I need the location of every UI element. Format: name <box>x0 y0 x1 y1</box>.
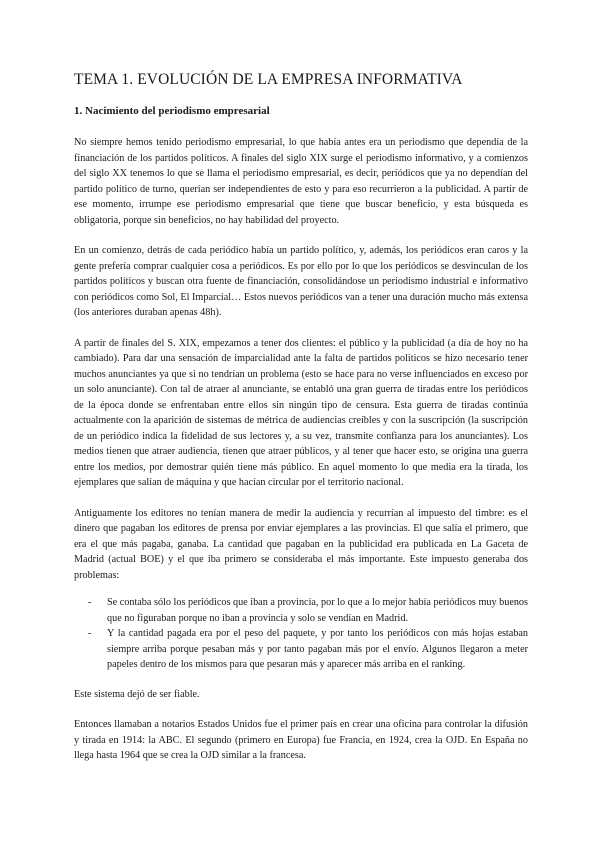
paragraph: Antiguamente los editores no tenían manera de medir la audiencia y recurrían al impuesto del timbre: es el dinero que pagaban los editores de prensa por enviar ejemplares a las provincias. El que salía el primero, que era el que más pagaba, ganaba. La cantidad que pagaban en la publicidad era publicada en La Gaceta de Madrid (actual BOE) y el que iba primero se consideraba el más importante. Este impuesto generaba dos problemas: <box>74 507 528 581</box>
paragraph: No siempre hemos tenido periodismo empresarial, lo que había antes era un periodismo que dependía de la financiación de los partidos políticos. A finales del siglo XIX surge el periodismo informativo, y a comienzos del siglo XX tenemos lo que se llama el periodismo empresarial, es decir, periódicos que ya no dependían del partido político de turno, querían ser independientes de esto y para eso recurrieron a la publicidad. A partir de ese momento, irrumpe ese periodismo empresarial que tiene que buscar beneficio, y esta búsqueda es obligatoria, porque sin beneficios, no hay habilidad del proyecto. <box>74 137 528 226</box>
bullet-marker: - <box>88 597 92 608</box>
document-page <box>74 70 528 779</box>
section-heading: 1. Nacimiento del periodismo empresarial <box>74 105 270 117</box>
bullet-item <box>74 626 528 673</box>
bullet-item <box>74 595 528 626</box>
bullet-text: Se contaba sólo los periódicos que iban a provincia, por lo que a lo mejor había periódicos muy buenos que no figuraban porque no iban a provincia y solo se vendían en Madrid. <box>107 597 528 624</box>
document-title: TEMA 1. EVOLUCIÓN DE LA EMPRESA INFORMATIVA <box>74 71 463 88</box>
paragraph: A partir de finales del S. XIX, empezamos a tener dos clientes: el público y la publicidad (a día de hoy no ha cambiado). Para dar una sensación de imparcialidad ante la falta de partidos políticos se hizo necesario tener muchos anunciantes ya que si no tendrían un problema (esto se hace para no verse influenciados en exceso por un solo anunciante). Con tal de atraer al anunciante, se entabló una gran guerra de tiradas entre los periódicos de la época donde se enfrentaban entre ellos sin ningún tipo de censura. Esta guerra de tiradas continúa actualmente con la aparición de sistemas de métrica de audiencias creíbles y con la suscripción (la suscripción de un periódico indica la fidelidad de sus lectores y, a su vez, transmite confianza para los anunciantes). Los medios tienen que atraer audiencia, tienen que atraer públicos, y al tener que hacer esto, se origina una guerra entre los medios, por demostrar quién tiene más público. En aquel momento lo que media era la tirada, los ejemplares que salían de máquina y que hacían circular por el territorio nacional. <box>74 337 528 488</box>
paragraph: Este sistema dejó de ser fiable. <box>74 688 200 700</box>
bullet-marker: - <box>88 628 92 639</box>
paragraph: En un comienzo, detrás de cada periódico había un partido político, y, además, los periódicos eran caros y la gente prefería comprar cualquier cosa a periódicos. Es por ello por lo que los periódicos se desvinculan de los partidos políticos y buscan otra fuente de financiación, consolidándose un periodismo industrial e informativo con periódicos como Sol, El Imparcial… Estos nuevos periódicos van a tener una duración mucho más extensa (los anteriores duraban apenas 48h). <box>74 245 528 318</box>
paragraph: Entonces llamaban a notarios Estados Unidos fue el primer país en crear una oficina para controlar la difusión y tirada en 1914: la ABC. El segundo (primero en Europa) fue Francia, en 1924, crea la OJD. En España no llega hasta 1964 que se crea la OJD similar a la francesa. <box>74 719 528 761</box>
bullet-text: Y la cantidad pagada era por el peso del paquete, y por tanto los periódicos con más hojas estaban siempre arriba porque pesaban más y por tanto pagaban más por el envío. Algunos llegaron a meter papeles dentro de los mismos para que pesaran más y aparecer más arriba en el ranking. <box>107 628 528 670</box>
bullet-list <box>74 595 528 673</box>
